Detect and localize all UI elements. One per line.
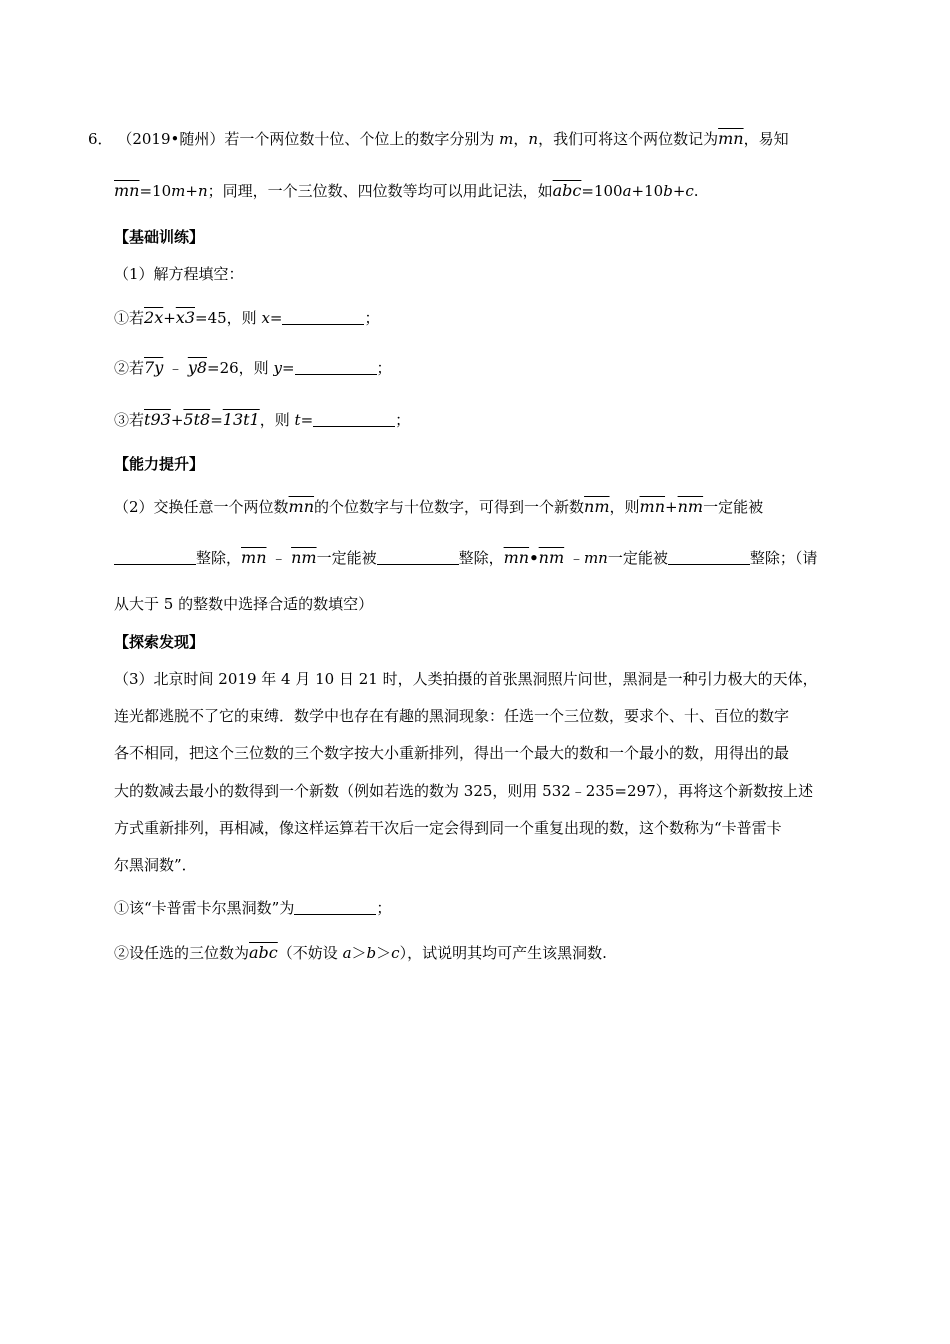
eq-text-d: +10 (631, 182, 664, 200)
q3-term-b: 5t8 (183, 410, 211, 429)
p2-sum-nm: $\overline{nm}$ (677, 497, 704, 516)
eq-text: =10 (139, 182, 172, 200)
part-3-p4: 大的数减去最小的数得到一个新数（例如若选的数为 325，则用 532﹣235=297），再将这个新数按上述 (114, 782, 814, 800)
sep: ， (513, 130, 529, 148)
p2-diff-nm: $\overline{nm}$ (291, 548, 317, 567)
part-3-p1: （3）北京时间 2019 年 4 月 10 日 21 时，人类拍摄的首张黑洞照片问世，黑洞是一种引力极大的天体， (114, 670, 818, 688)
part-3-p5: 方式重新排列，再相减，像这样运算若干次后一定会得到同一个重复出现的数，这个数称为“卡普雷卡 (114, 819, 782, 837)
intro-text-b: ，我们可将这个两位数记为 (538, 130, 719, 148)
p2-line2-d: ﹣ (568, 549, 584, 567)
p2-text-c: ，则 (609, 498, 640, 516)
var-m: m (499, 130, 514, 148)
part-3-p2: 连光都逃脱不了它的束缚．数学中也存在有趣的黑洞现象：任选一个三位数，要求个、十、百位的数字 (114, 707, 790, 725)
q3-term-c: 13t1 (222, 410, 260, 429)
p2-dot: • (529, 549, 539, 567)
eq-end: . (693, 182, 699, 200)
part-3-p3: 各不相同，把这个三位数的三个数字按大小重新排列，得出一个最大的数和一个最小的数，用得出的最 (114, 744, 790, 762)
p3-q1-blank[interactable] (294, 900, 376, 915)
part-3-q1 (114, 898, 391, 918)
eq-text-c: =100 (581, 182, 623, 200)
section-heading-advanced: 【能力提升】 (114, 455, 205, 473)
q2-minus: ﹣ (168, 359, 184, 377)
p2-sum-mn: $\overline{mn}$ (639, 497, 666, 516)
q2-eq: = (281, 359, 295, 377)
p3-q2-abc: $\overline{abc}$ (249, 943, 278, 962)
eq-var-m: m (171, 182, 186, 200)
p3-q2-text-a: ②设任选的三位数为 (114, 944, 250, 962)
p3-q1-text: ①该“卡普雷卡尔黑洞数”为 (114, 899, 295, 917)
overline-abc: $\overline{abc}$ (552, 181, 582, 200)
part-2-line-2 (114, 548, 817, 568)
q1-answer-blank[interactable] (282, 310, 364, 325)
section-heading-explore: 【探索发现】 (114, 633, 205, 651)
p2-diff-mn: $\overline{mn}$ (241, 548, 267, 567)
question-1-3 (114, 410, 410, 430)
part-3-p6: 尔黑洞数”． (114, 856, 197, 874)
q2-term-a: 7y (144, 358, 164, 377)
q1-term-b: x3 (175, 308, 195, 327)
q3-var: t (294, 411, 301, 429)
p2-blank-1[interactable] (114, 550, 196, 565)
p2-nm: $\overline{nm}$ (584, 497, 610, 516)
problem-number: 6． (88, 130, 113, 148)
eq-text-b: ；同理，一个三位数、四位数等均可以用此记法，如 (207, 182, 553, 200)
q3-tail: ，则 (259, 411, 290, 429)
p2-mn: $\overline{mn}$ (288, 497, 315, 516)
part-2-line-1 (114, 497, 763, 517)
q3-eq1: = (210, 411, 223, 429)
eq-plus: + (185, 182, 198, 200)
eq-var-n: n (197, 182, 208, 200)
q3-plus: + (170, 411, 184, 429)
q3-eq: = (300, 411, 314, 429)
intro-text-c: ，易知 (743, 130, 789, 148)
question-1-1 (114, 308, 380, 328)
intro-text: 若一个两位数十位、个位上的数字分别为 (224, 130, 495, 148)
p2-line2-e: 一定能被 (607, 549, 668, 567)
q3-term-a: t93 (144, 410, 171, 429)
q1-marker: ①若 (114, 309, 145, 327)
problem-source: （2019•随州） (117, 130, 225, 148)
q1-tail: =45，则 (195, 309, 257, 327)
p2-text-a: （2）交换任意一个两位数 (114, 498, 289, 516)
overline-mn: $\overline{mn}$ (718, 129, 744, 148)
p3-q2-a: a (342, 944, 352, 962)
p2-plus: + (665, 498, 678, 516)
q3-marker: ③若 (114, 411, 145, 429)
eq-var-c: c (685, 182, 694, 200)
p2-line2-c: 整除， (458, 549, 504, 567)
p3-q2-c: c (391, 944, 400, 962)
q3-end: ； (395, 411, 411, 429)
p2-line2-mn: mn (583, 549, 608, 567)
p3-q2-b: b (366, 944, 377, 962)
p3-q1-end: ； (376, 899, 392, 917)
q2-var: y (273, 359, 282, 377)
part-2-line-3: 从大于 5 的整数中选择合适的数填空） (114, 595, 374, 613)
p2-prod-mn: $\overline{mn}$ (503, 548, 530, 567)
p3-q2-text-c: ），试说明其均可产生该黑洞数. (399, 944, 607, 962)
part-1-label: （1）解方程填空： (114, 265, 244, 283)
q1-end: ； (364, 309, 380, 327)
q1-plus: + (163, 309, 176, 327)
eq-var-b: b (663, 182, 673, 200)
q1-term-a: 2x (144, 308, 164, 327)
q2-tail: =26，则 (207, 359, 269, 377)
eq-var-a: a (622, 182, 632, 200)
p2-prod-nm: $\overline{nm}$ (538, 548, 565, 567)
p2-line2-a: 整除， (196, 549, 242, 567)
p2-blank-2[interactable] (377, 550, 459, 565)
q2-term-b: y8 (187, 358, 208, 377)
q2-answer-blank[interactable] (295, 360, 377, 375)
part-3-q2 (114, 943, 607, 963)
problem-line-2 (114, 181, 699, 201)
p3-q2-text-b: （不妨设 (277, 944, 338, 962)
p2-blank-3[interactable] (668, 550, 750, 565)
eq-text-e: + (672, 182, 686, 200)
p2-text-b: 的个位数字与十位数字，可得到一个新数 (314, 498, 585, 516)
p3-q2-gt1: ＞ (351, 944, 367, 962)
p2-line2-b: 一定能被 (316, 549, 377, 567)
p2-text-d: 一定能被 (703, 498, 764, 516)
section-heading-basic: 【基础训练】 (114, 228, 205, 246)
var-n: n (528, 130, 539, 148)
q1-eq: = (269, 309, 283, 327)
p3-q2-gt2: ＞ (376, 944, 392, 962)
overline-mn-2: $\overline{mn}$ (114, 181, 140, 200)
p2-line2-f: 整除；（请 (749, 549, 818, 567)
question-1-2 (114, 358, 392, 378)
problem-line-1 (88, 129, 789, 149)
q3-answer-blank[interactable] (313, 412, 395, 427)
p2-minus: ﹣ (271, 549, 287, 567)
q1-var: x (261, 309, 270, 327)
q2-end: ； (376, 359, 392, 377)
q2-marker: ②若 (114, 359, 145, 377)
